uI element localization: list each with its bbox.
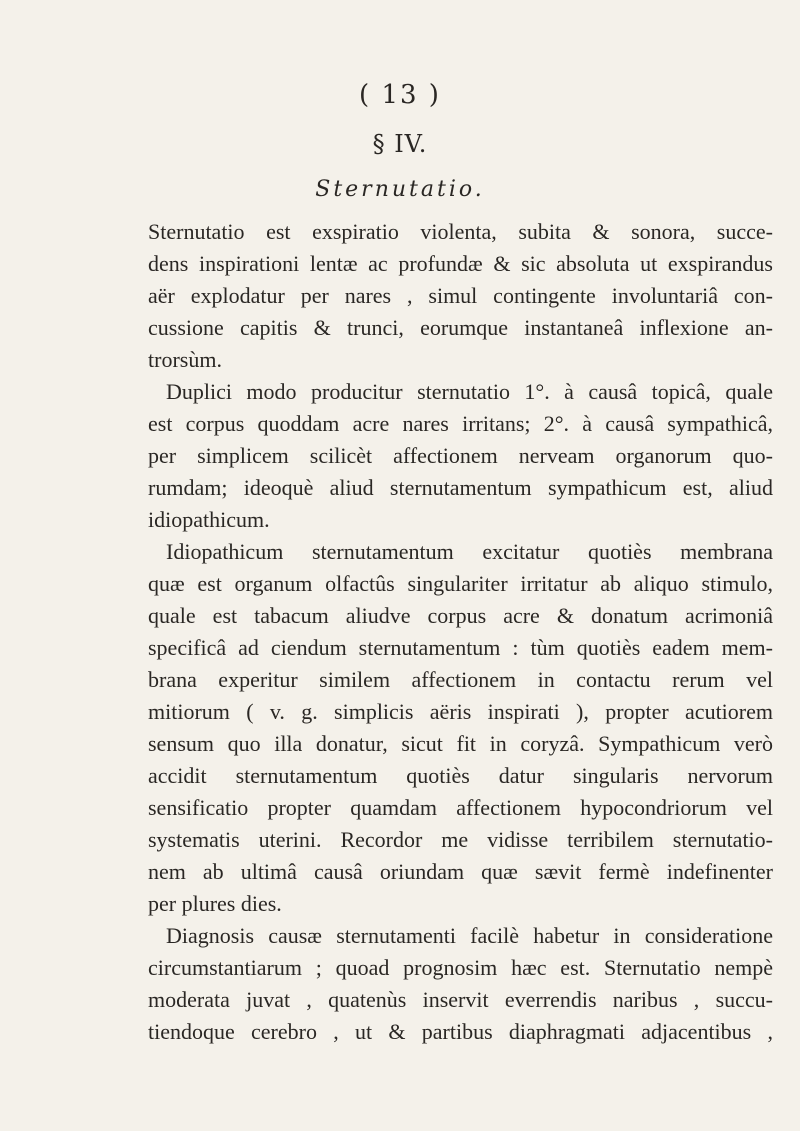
text-line: accidit sternutamentum quotiès datur singularis nervorum — [148, 763, 773, 788]
text-line: aër explodatur per nares , simul contingente involuntariâ con- — [148, 283, 773, 308]
text-line: specificâ ad ciendum sternutamentum : tùm quotiès eadem mem- — [148, 635, 773, 660]
text-line: Diagnosis causæ sternutamenti facilè habetur in consideratione — [166, 923, 773, 948]
text-line: Idiopathicum sternutamentum excitatur quotiès membrana — [166, 539, 773, 564]
text-line: brana experitur similem affectionem in contactu rerum vel — [148, 667, 773, 692]
text-line: mitiorum ( v. g. simplicis aëris inspirati ), propter acutiorem — [148, 699, 773, 724]
text-line: dens inspirationi lentæ ac profundæ & sic absoluta ut exspirandus — [148, 251, 773, 276]
text-line: cussione capitis & trunci, eorumque instantaneâ inflexione an- — [148, 315, 773, 340]
text-line: Duplici modo producitur sternutatio 1°. à causâ topicâ, quale — [166, 379, 773, 404]
page-number: ( 13 ) — [359, 80, 441, 110]
text-line: Sternutatio est exspiratio violenta, subita & sonora, succe- — [148, 219, 773, 244]
text-line: moderata juvat , quatenùs inservit everrendis naribus , succu- — [148, 987, 773, 1012]
text-line: sensificatio propter quamdam affectionem hypocondriorum vel — [148, 795, 773, 820]
text-line: quale est tabacum aliudve corpus acre & donatum acrimoniâ — [148, 603, 773, 628]
text-line: est corpus quoddam acre nares irritans; 2°. à causâ sympathicâ, — [148, 411, 773, 436]
text-line: trorsùm. — [148, 347, 222, 372]
text-line: per simplicem scilicèt affectionem nerveam organorum quo- — [148, 443, 773, 468]
text-line: systematis uterini. Recordor me vidisse terribilem sternutatio- — [148, 827, 773, 852]
text-line: quæ est organum olfactûs singulariter irritatur ab aliquo stimulo, — [148, 571, 773, 596]
text-line: per plures dies. — [148, 891, 282, 916]
text-line: circumstantiarum ; quoad prognosim hæc est. Sternutatio nempè — [148, 955, 773, 980]
body-text — [148, 216, 773, 1048]
text-line: nem ab ultimâ causâ oriundam quæ sævit fermè indefinenter — [148, 859, 773, 884]
text-line: sensum quo illa donatur, sicut fit in coryzâ. Sympathicum verò — [148, 731, 773, 756]
section-title: Sternutatio. — [315, 177, 485, 202]
text-line: rumdam; ideoquè aliud sternutamentum sympathicum est, aliud — [148, 475, 773, 500]
text-line: idiopathicum. — [148, 507, 270, 532]
text-line: tiendoque cerebro , ut & partibus diaphragmati adjacentibus , — [148, 1019, 773, 1044]
section-mark: § IV. — [372, 130, 428, 158]
